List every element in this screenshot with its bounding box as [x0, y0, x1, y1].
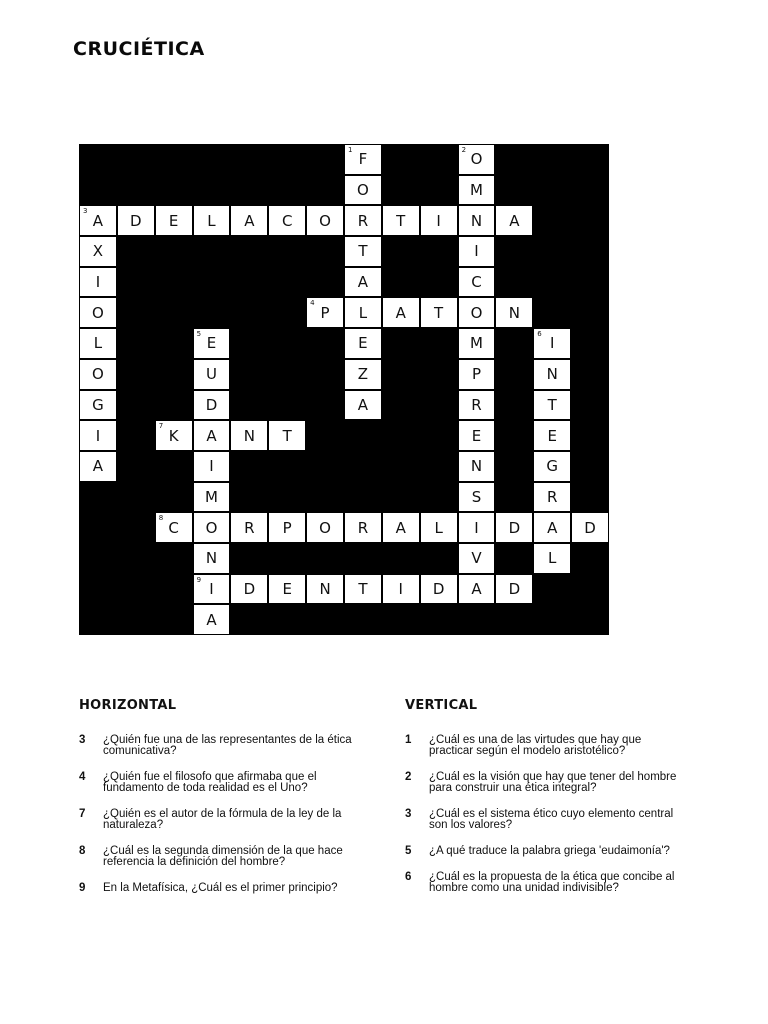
grid-cell [344, 574, 382, 605]
cell-letter: N [319, 579, 331, 598]
cell-letter: O [470, 303, 483, 322]
grid-cell [344, 297, 382, 328]
clue-number: 8 [79, 845, 86, 857]
grid-cell [79, 297, 117, 328]
cell-letter: N [243, 426, 255, 445]
grid-cell [495, 512, 533, 543]
grid-cell [193, 543, 231, 574]
grid-cell [344, 144, 382, 175]
cell-letter: O [357, 181, 369, 200]
grid-cell [117, 205, 155, 236]
cell-letter: N [546, 365, 558, 384]
cell-letter: P [471, 365, 481, 384]
cell-letter: A [206, 426, 217, 445]
clue-item [79, 735, 367, 757]
cell-letter: R [357, 518, 369, 537]
cell-letter: A [509, 211, 520, 230]
cell-letter: D [508, 518, 521, 537]
grid-cell [79, 420, 117, 451]
clue-text: ¿Quién fue el filosofo que afirmaba que el fundamento de toda realidad es el Uno? [103, 771, 317, 794]
grid-cell [230, 574, 268, 605]
grid-cell [458, 175, 496, 206]
grid-cell [495, 574, 533, 605]
cell-letter: T [358, 242, 368, 261]
grid-cell [79, 390, 117, 421]
grid-cell [344, 390, 382, 421]
cell-letter: A [547, 518, 558, 537]
cell-letter: T [547, 395, 557, 414]
clue-text: En la Metafísica, ¿Cuál es el primer principio? [103, 882, 338, 894]
grid-cell [458, 359, 496, 390]
grid-cell [306, 512, 344, 543]
cell-letter: Z [357, 365, 369, 384]
grid-cell [533, 390, 571, 421]
cell-number: 7 [158, 422, 164, 431]
grid-cell [79, 451, 117, 482]
cell-letter: I [95, 273, 101, 292]
grid-cell [382, 574, 420, 605]
cell-letter: I [549, 334, 555, 353]
grid-cell [193, 359, 231, 390]
grid-cell [533, 512, 571, 543]
grid-cell [458, 297, 496, 328]
clue-item [79, 883, 367, 894]
cell-letter: K [168, 426, 179, 445]
clue-number: 7 [79, 808, 86, 820]
clue-item [405, 772, 685, 794]
cell-letter: E [282, 579, 292, 598]
clue-item [79, 846, 367, 868]
cell-letter: O [319, 518, 331, 537]
cell-letter: A [92, 457, 104, 476]
clue-number: 3 [405, 808, 412, 820]
grid-cell [458, 236, 496, 267]
cell-number: 2 [461, 146, 467, 154]
cell-number: 8 [158, 514, 164, 523]
cell-letter: S [471, 487, 482, 506]
grid-cell [533, 451, 571, 482]
cell-letter: D [508, 579, 521, 598]
cell-letter: C [471, 273, 482, 292]
cell-number: 4 [310, 299, 315, 308]
grid-cell [458, 267, 496, 298]
grid-cell [268, 512, 306, 543]
grid-cell [382, 512, 420, 543]
horizontal-clues [79, 698, 367, 909]
cell-letter: O [319, 211, 331, 230]
clue-number: 6 [405, 871, 412, 883]
grid-cell [458, 543, 496, 574]
cell-letter: A [206, 610, 217, 629]
cell-letter: D [584, 518, 596, 537]
grid-cell [344, 328, 382, 359]
cell-letter: O [92, 303, 104, 322]
cell-letter: N [470, 211, 483, 230]
cell-letter: L [207, 211, 216, 230]
vertical-heading: VERTICAL [405, 698, 478, 713]
cell-letter: E [358, 334, 368, 353]
cell-letter: T [358, 579, 368, 598]
cell-letter: M [205, 487, 218, 506]
vertical-clues [405, 698, 685, 909]
grid-cell [533, 359, 571, 390]
grid-cell [79, 205, 117, 236]
cell-letter: L [548, 549, 557, 568]
cell-letter: P [320, 303, 330, 322]
grid-cell [79, 359, 117, 390]
cell-letter: A [395, 518, 406, 537]
cell-letter: U [205, 365, 217, 384]
grid-cell [344, 205, 382, 236]
grid-cell [306, 574, 344, 605]
grid-cell [268, 205, 306, 236]
cell-letter: A [395, 303, 406, 322]
grid-cell [155, 205, 193, 236]
cell-letter: M [470, 334, 483, 353]
cell-letter: E [471, 426, 482, 445]
cell-letter: I [474, 242, 479, 261]
cell-letter: G [92, 395, 104, 414]
cell-letter: I [95, 426, 101, 445]
clue-number: 3 [79, 734, 86, 746]
cell-letter: I [436, 211, 441, 230]
grid-cell [458, 451, 496, 482]
cell-number: 9 [196, 575, 202, 584]
grid-cell [382, 297, 420, 328]
cell-letter: A [471, 579, 482, 598]
horizontal-heading: HORIZONTAL [79, 698, 177, 713]
cell-letter: C [281, 211, 293, 230]
grid-cell [344, 175, 382, 206]
cell-letter: D [129, 211, 142, 230]
cell-letter: R [471, 395, 482, 414]
grid-cell [306, 205, 344, 236]
grid-cell [193, 420, 231, 451]
cell-letter: M [470, 181, 483, 200]
clue-text: ¿Cuál es la visión que hay que tener del hombre para construir una ética integral? [429, 771, 677, 794]
clue-text: ¿Quién fue una de las representantes de la ética comunicativa? [103, 734, 352, 757]
grid-cell [344, 236, 382, 267]
cell-letter: G [546, 457, 559, 476]
grid-cell [306, 297, 344, 328]
grid-cell [193, 482, 231, 513]
grid-cell [571, 512, 609, 543]
clue-item [79, 772, 367, 794]
grid-cell [155, 512, 193, 543]
cell-letter: L [434, 518, 443, 537]
grid-cell [458, 328, 496, 359]
clue-text: ¿A qué traduce la palabra griega 'eudaimonía'? [429, 845, 670, 857]
grid-cell [458, 390, 496, 421]
grid-cell [268, 574, 306, 605]
cell-letter: A [92, 211, 104, 230]
cell-letter: A [244, 211, 255, 230]
cell-letter: N [508, 303, 520, 322]
clue-item [79, 809, 367, 831]
grid-cell [230, 512, 268, 543]
grid-cell [344, 267, 382, 298]
grid-cell [495, 205, 533, 236]
grid-cell [344, 512, 382, 543]
cell-letter: T [396, 211, 406, 230]
clue-number: 1 [405, 734, 412, 746]
grid-cell [193, 451, 231, 482]
cell-letter: I [209, 457, 214, 476]
cell-number: 1 [348, 146, 353, 154]
clue-text: ¿Cuál es una de las virtudes que hay que practicar según el modelo aristotélico? [429, 734, 642, 757]
cell-letter: O [470, 150, 483, 169]
cell-letter: L [93, 334, 103, 353]
grid-cell [79, 236, 117, 267]
cell-letter: D [243, 579, 256, 598]
cell-letter: E [547, 426, 557, 445]
grid-cell [155, 420, 193, 451]
cell-letter: N [470, 457, 483, 476]
grid-cell [533, 482, 571, 513]
grid-cell [230, 420, 268, 451]
cell-letter: L [358, 303, 368, 322]
grid-cell [458, 512, 496, 543]
grid-cell [193, 604, 231, 635]
cell-letter: T [434, 303, 444, 322]
grid-cell [382, 205, 420, 236]
cell-letter: I [398, 579, 403, 598]
clue-item [405, 809, 685, 831]
clue-text: ¿Cuál es la propuesta de la ética que concibe al hombre como una unidad indivisible? [429, 871, 675, 894]
grid-cell [533, 420, 571, 451]
grid-cell [420, 205, 458, 236]
grid-cell [495, 297, 533, 328]
clue-text: ¿Quién es el autor de la fórmula de la ley de la naturaleza? [103, 808, 342, 831]
grid-cell [458, 205, 496, 236]
cell-letter: T [282, 426, 292, 445]
cell-letter: I [209, 579, 214, 598]
clue-item [405, 846, 685, 857]
grid-cell [533, 328, 571, 359]
cell-letter: I [474, 518, 479, 537]
grid-cell [193, 390, 231, 421]
cell-letter: R [546, 487, 558, 506]
grid-cell [458, 144, 496, 175]
cell-letter: D [432, 579, 445, 598]
grid-cell [420, 574, 458, 605]
grid-cell [420, 512, 458, 543]
clue-item [405, 872, 685, 894]
grid-cell [79, 267, 117, 298]
grid-cell [79, 328, 117, 359]
cell-letter: P [282, 518, 292, 537]
cell-letter: R [244, 518, 255, 537]
cell-number: 6 [537, 330, 542, 339]
clue-item [405, 735, 685, 757]
page-title: CRUCIÉTICA [73, 38, 205, 60]
clue-number: 5 [405, 845, 412, 857]
cell-letter: X [92, 242, 104, 261]
cell-letter: A [357, 273, 369, 292]
grid-cell [268, 420, 306, 451]
grid-cell [344, 359, 382, 390]
clue-text: ¿Cuál es la segunda dimensión de la que hace referencia la definición del hombre? [103, 845, 343, 868]
cell-letter: A [357, 395, 369, 414]
grid-cell [458, 482, 496, 513]
cell-letter: F [358, 150, 368, 169]
cell-letter: E [168, 211, 179, 230]
cell-number: 3 [83, 207, 88, 216]
grid-cell [230, 205, 268, 236]
crossword-grid [79, 144, 609, 635]
grid-cell [193, 328, 231, 359]
clue-number: 2 [405, 771, 412, 783]
grid-cell [193, 205, 231, 236]
cell-letter: D [205, 395, 218, 414]
cell-letter: O [92, 365, 104, 384]
grid-cell [533, 543, 571, 574]
clue-number: 9 [79, 882, 86, 894]
cell-letter: V [471, 549, 482, 568]
cell-letter: E [206, 334, 217, 353]
grid-cell [458, 574, 496, 605]
cell-letter: O [205, 518, 218, 537]
grid-cell [458, 420, 496, 451]
grid-cell [193, 512, 231, 543]
grid-cell [420, 297, 458, 328]
clue-text: ¿Cuál es el sistema ético cuyo elemento central son los valores? [429, 808, 674, 831]
cell-number: 5 [196, 330, 202, 339]
cell-letter: C [168, 518, 179, 537]
clue-number: 4 [79, 771, 86, 783]
cell-letter: R [357, 211, 369, 230]
cell-letter: N [205, 549, 218, 568]
grid-cell [193, 574, 231, 605]
